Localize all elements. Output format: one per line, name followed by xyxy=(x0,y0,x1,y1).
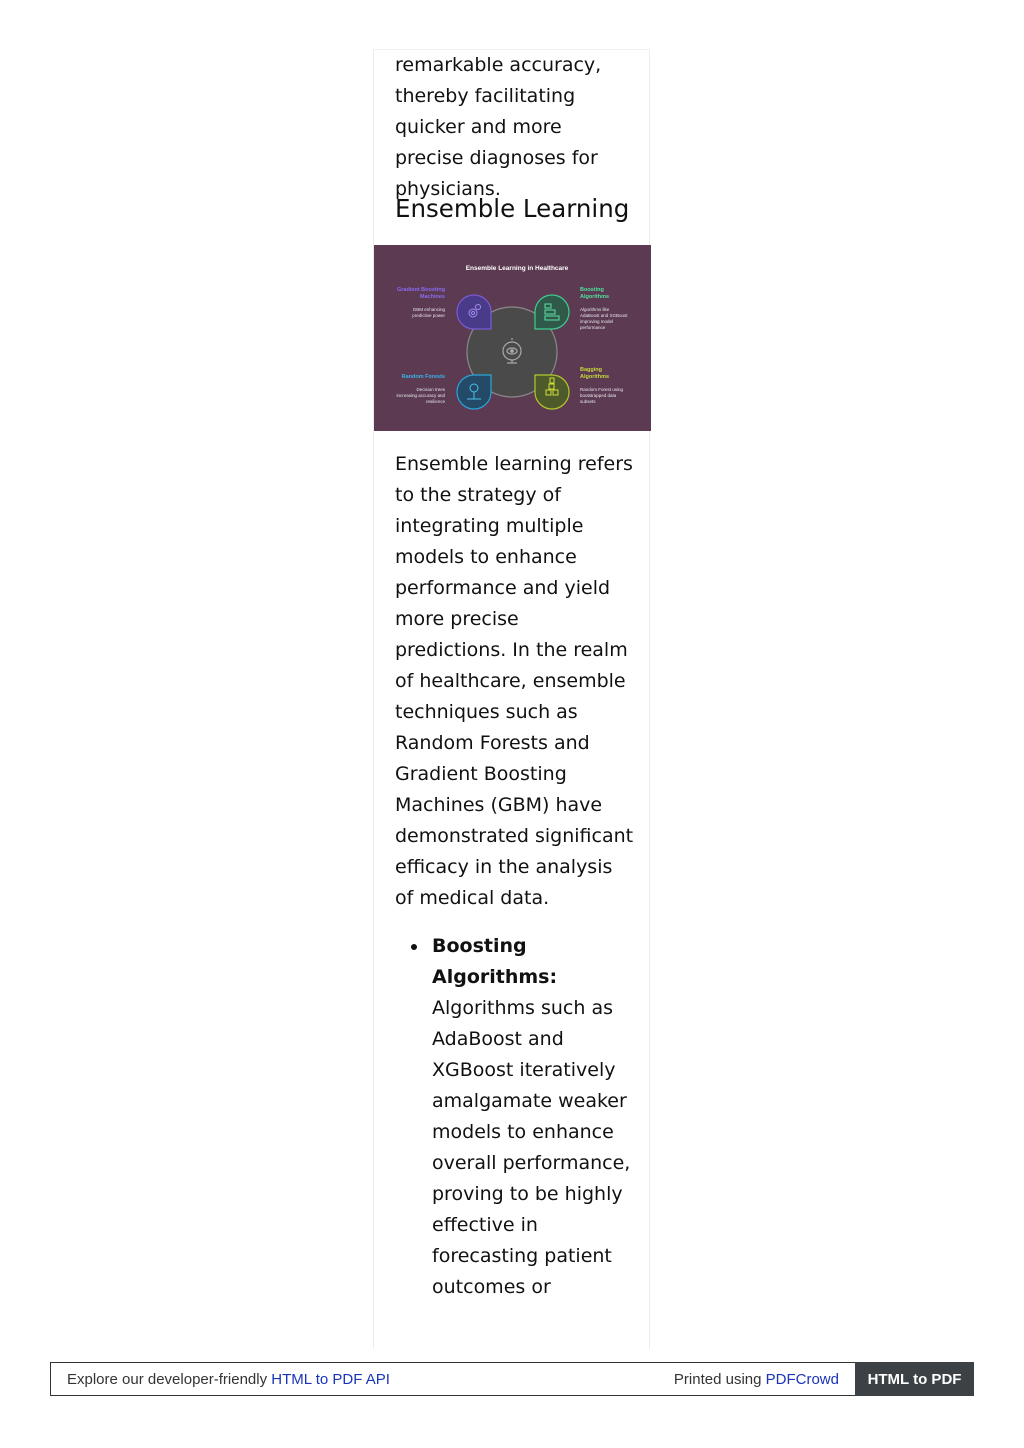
bullet-dot xyxy=(411,944,417,950)
ensemble-paragraph: Ensemble learning refers to the strategy of integrating multiple models to enhance performance and yield more precise predictions. In the realm of healthcare, ensemble techniques such as Random Forests and Gradient Boosting Machines (GBM) have demonstrated significant efficacy in the analysis of medical data. xyxy=(395,453,634,909)
node-bagging-algorithms xyxy=(535,375,569,409)
article-column xyxy=(373,49,650,1349)
svg-text:performance: performance xyxy=(580,325,606,330)
node-random-forests xyxy=(457,375,491,409)
svg-text:AdaBoost and XGBoost: AdaBoost and XGBoost xyxy=(580,313,628,318)
svg-text:subsets: subsets xyxy=(580,399,596,404)
svg-text:Random Forests: Random Forests xyxy=(401,374,445,380)
svg-text:bootstrapped data: bootstrapped data xyxy=(580,393,617,398)
svg-text:predictive power: predictive power xyxy=(412,313,445,318)
node-boosting-algorithms xyxy=(535,295,569,329)
footer-right-text: Printed using xyxy=(673,1371,766,1388)
section-heading: Ensemble Learning xyxy=(395,194,630,223)
html-to-pdf-api-link[interactable]: HTML to PDF API xyxy=(271,1371,390,1388)
svg-text:resilience: resilience xyxy=(425,399,445,404)
footer-left-text: Explore our developer-friendly xyxy=(67,1371,272,1388)
svg-text:GBM enhancing: GBM enhancing xyxy=(412,307,445,312)
svg-text:Boosting: Boosting xyxy=(580,287,604,293)
svg-text:Algorithms: Algorithms xyxy=(580,374,610,380)
svg-text:Bagging: Bagging xyxy=(580,367,602,373)
bullet-text: Algorithms such as AdaBoost and XGBoost iteratively amalgamate weaker models to enhance overall performance, proving to be highly effective in forecasting patient outcomes or xyxy=(432,997,631,1298)
ensemble-diagram xyxy=(374,245,651,431)
list-item xyxy=(395,931,645,1303)
pdf-footer xyxy=(50,1362,974,1396)
html-to-pdf-badge[interactable]: HTML to PDF xyxy=(855,1362,974,1396)
intro-paragraph: remarkable accuracy, thereby facilitating quicker and more precise diagnoses for physicians. xyxy=(395,54,602,200)
bullet-list xyxy=(395,931,645,1303)
svg-text:Algorithms like: Algorithms like xyxy=(580,307,610,312)
svg-text:Algorithms: Algorithms xyxy=(580,294,610,300)
figure-title: Ensemble Learning in Healthcare xyxy=(465,265,569,272)
svg-text:Gradient Boosting: Gradient Boosting xyxy=(397,287,445,293)
svg-text:improving model: improving model xyxy=(580,319,614,324)
svg-text:Random Forest using: Random Forest using xyxy=(580,387,624,392)
pdfcrowd-link[interactable]: PDFCrowd xyxy=(765,1371,839,1388)
ensemble-figure xyxy=(374,245,651,431)
node-gradient-boosting xyxy=(457,295,491,329)
svg-text:increasing accuracy and: increasing accuracy and xyxy=(396,393,445,398)
svg-text:Machines: Machines xyxy=(419,294,445,300)
bullet-term: Boosting Algorithms: xyxy=(432,935,558,988)
svg-text:Decision trees: Decision trees xyxy=(416,387,445,392)
